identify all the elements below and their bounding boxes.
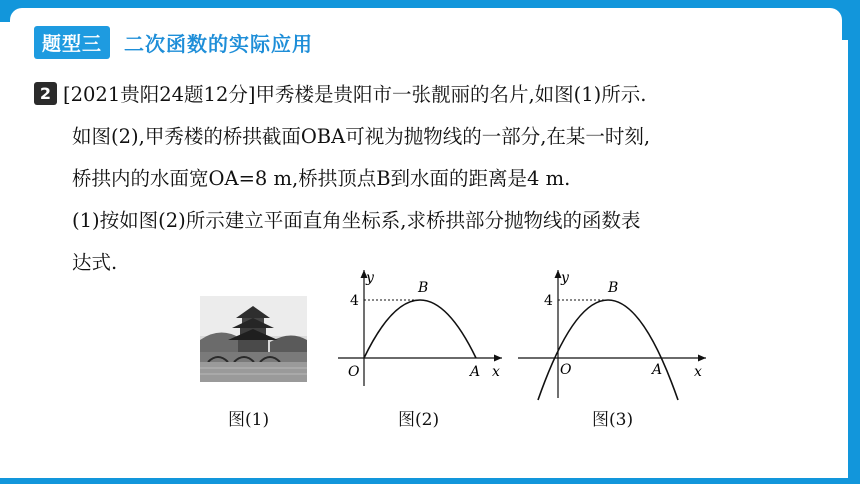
fig3-y-label: y [561,270,569,286]
fig3-parabola [538,300,678,400]
right-accent-strip [848,0,860,484]
fig2-y-tick-label: 4 [350,293,359,309]
fig2-parabola [364,300,476,358]
figure-2-diagram [336,262,506,392]
fig3-x-arrow [698,355,706,362]
fig3-y-tick-label: 4 [544,293,553,309]
problem-line-1 [34,74,804,116]
figure-1-caption: 图(1) [228,410,270,430]
fig2-point-a-label: A [470,364,481,380]
fig3-origin-label: O [560,362,572,378]
figure-3-diagram [516,262,712,402]
fig2-x-arrow [494,355,502,362]
figure-3-caption: 图(3) [592,410,634,430]
figure-2-caption: 图(2) [398,410,440,430]
fig3-x-label: x [694,364,702,380]
fig2-x-label: x [492,364,500,380]
pavilion-photo [200,296,307,382]
fig3-vertex-label: B [608,280,619,296]
bottom-accent-strip [0,478,860,484]
problem-line-5: 达式. [72,251,118,274]
fig2-vertex-label: B [418,280,429,296]
section-tag: 题型三 [34,26,110,59]
fig2-origin-label: O [348,364,360,380]
section-header [34,26,313,59]
problem-source: [2021贵阳24题12分] [63,83,256,106]
problem-line-1-text: 甲秀楼是贵阳市一张靓丽的名片,如图(1)所示. [255,83,647,106]
problem-line-3: 桥拱内的水面宽OA=8 m,桥拱顶点B到水面的距离是4 m. [72,167,571,190]
problem-number-badge: 2 [34,82,57,105]
problem-line-2: 如图(2),甲秀楼的桥拱截面OBA可视为抛物线的一部分,在某一时刻, [72,125,651,148]
problem-text [34,74,804,284]
section-title: 二次函数的实际应用 [124,32,314,56]
fig3-point-a-label: A [652,362,663,378]
problem-line-4: (1)按如图(2)所示建立平面直角坐标系,求桥拱部分抛物线的函数表 [72,209,641,232]
fig2-y-label: y [366,270,374,286]
